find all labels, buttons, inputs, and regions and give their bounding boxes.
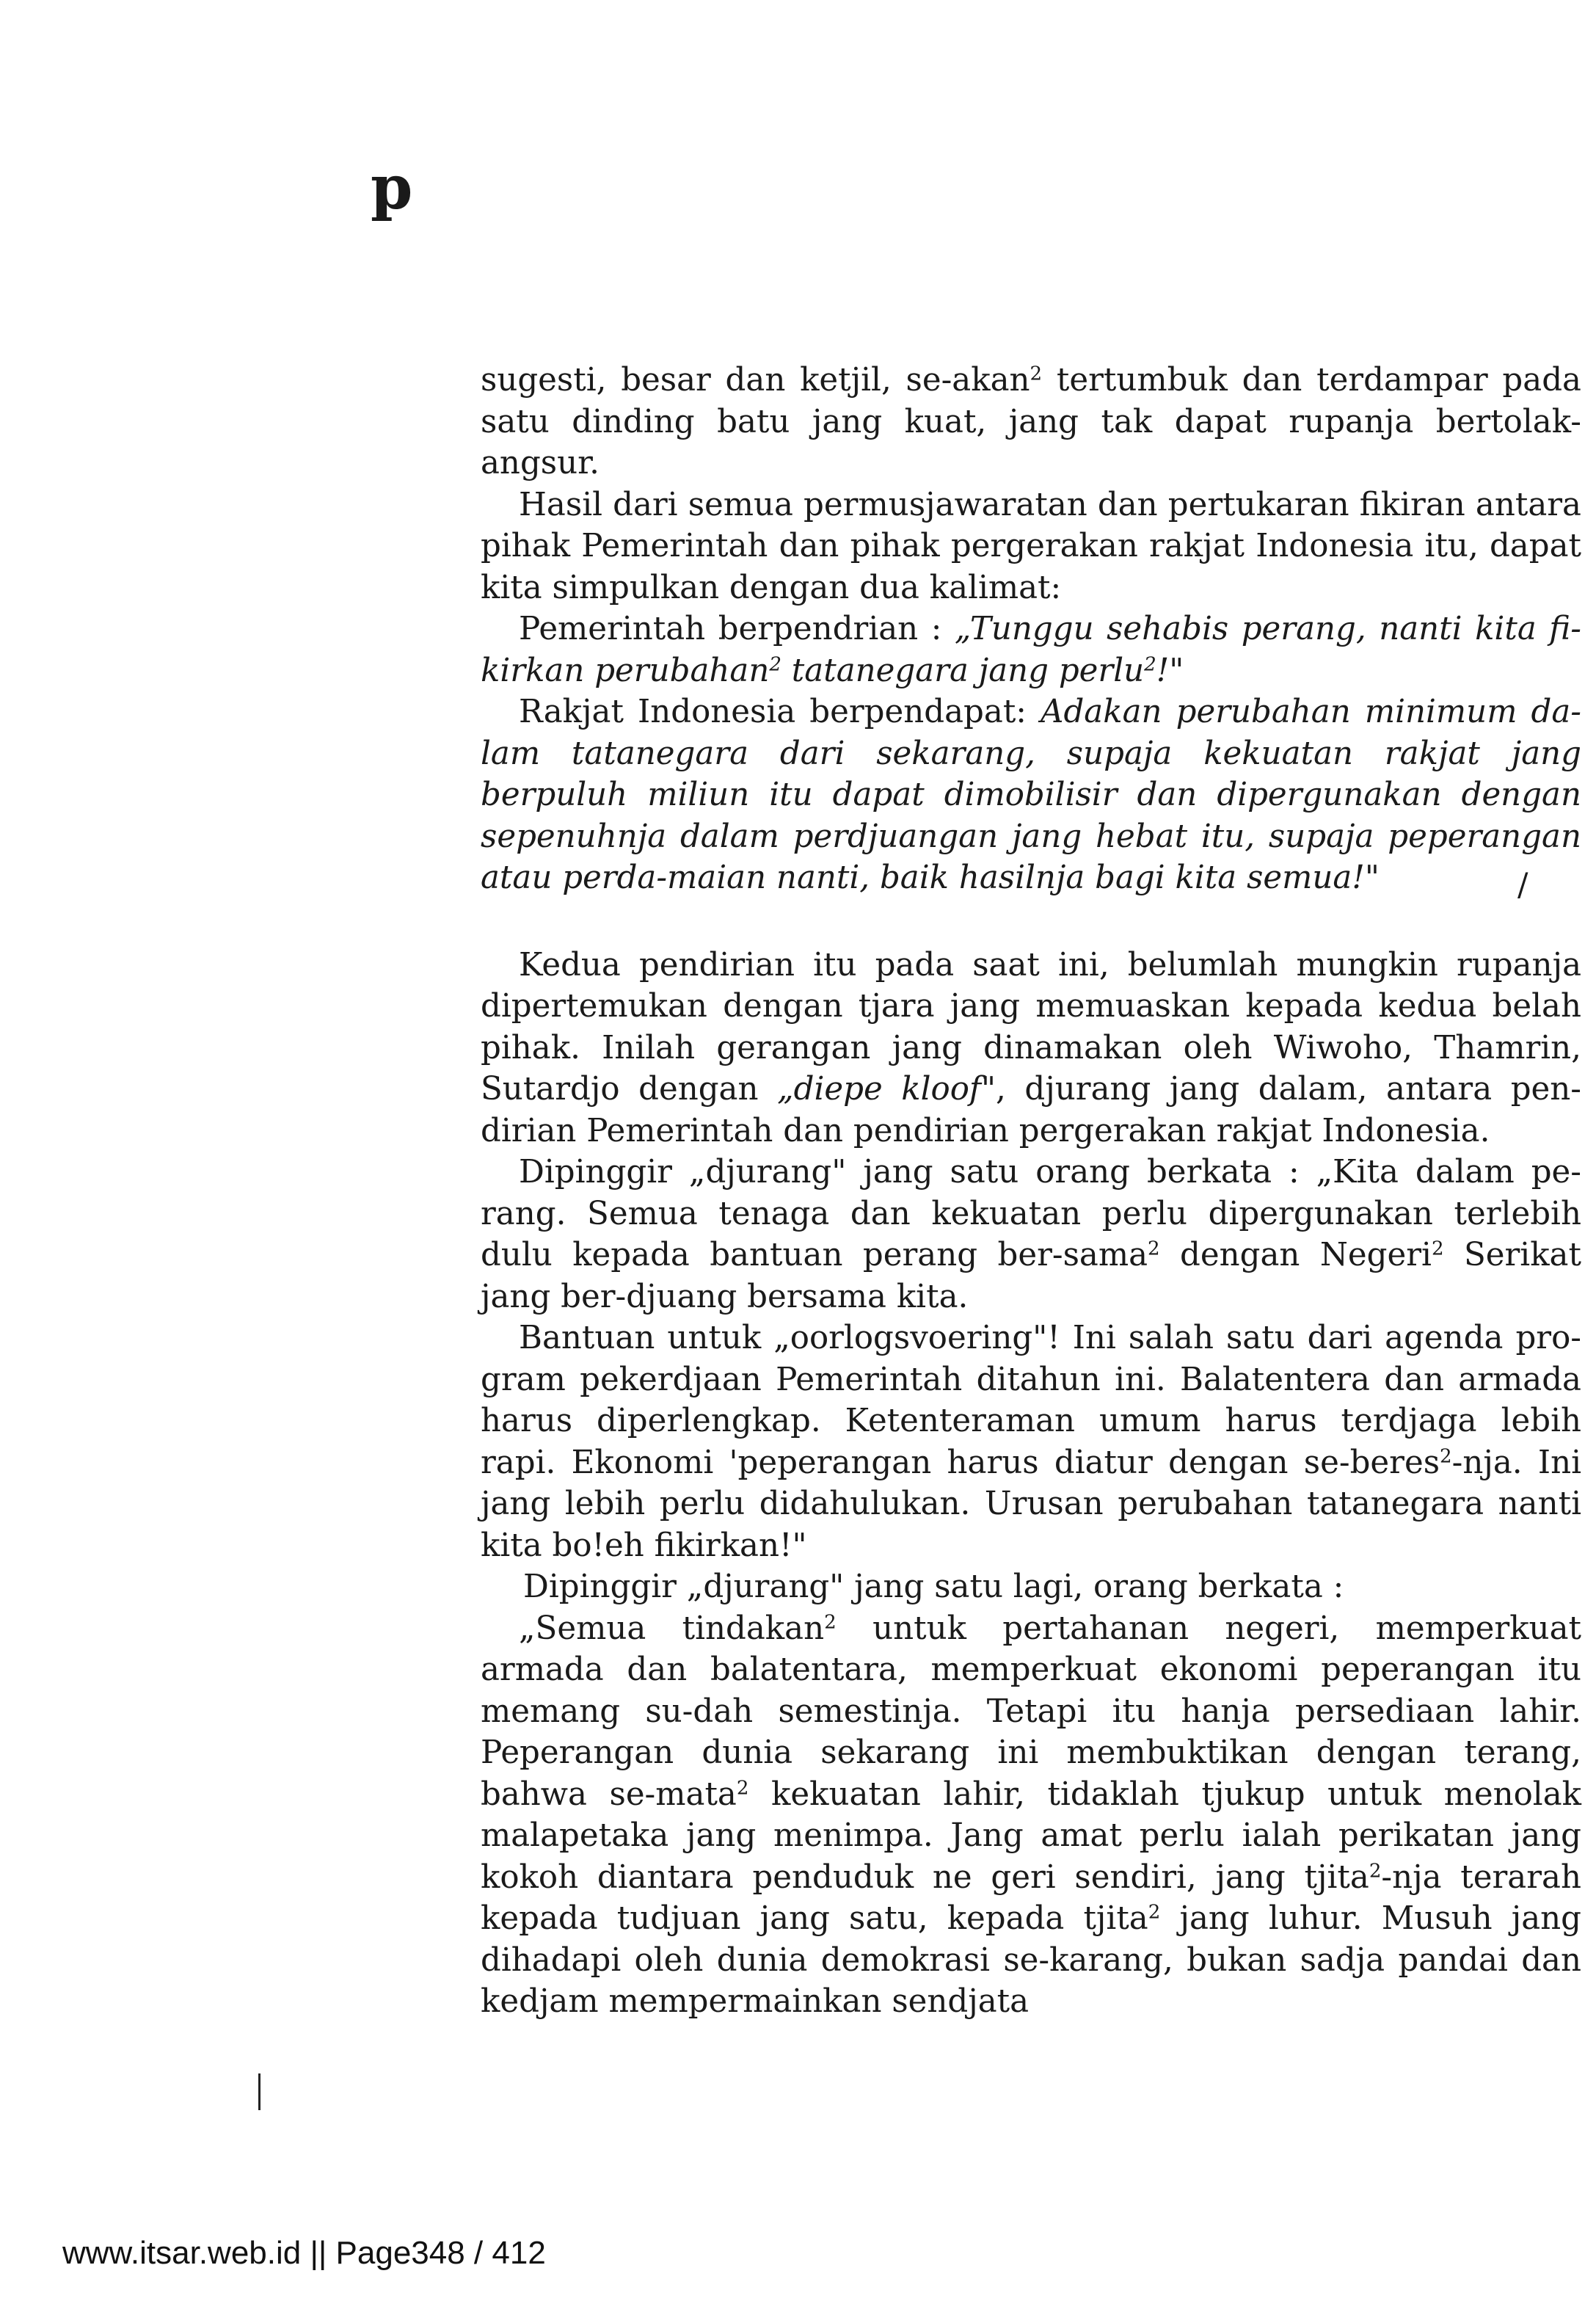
slash-mark: / bbox=[1517, 867, 1528, 904]
text-run: ", djurang jang dalam, antara pen-dirian Pemerintah dan pendirian pergerakan rakjat Indonesia. bbox=[481, 1071, 1581, 1149]
text-run: Kedua pendirian itu pada saat ini, belumlah mungkin rupanja dipertemukan dengan tjara jang memuaskan kepada kedua belah pihak. Inilah gerangan jang dinamakan oleh Wiwoho, Thamrin, Sutardjo dengan bbox=[481, 946, 1581, 1108]
text-run: Adakan perubahan minimum da-lam tatanegara dari sekarang, supaja kekuatan rakjat jang berpuluh miliun itu dapat dimobilisir dan dipergunakan dengan sepenuhnja dalam perdjuangan jang hebat itu, supaja peperangan atau perda-maian nanti, baik hasilnja bagi kita semua! bbox=[481, 694, 1581, 896]
text-run: -nja terarah kepada tudjuan jang satu, kepada tjita bbox=[481, 1858, 1581, 1937]
superscript: 2 bbox=[1144, 653, 1156, 676]
paragraph-p3 bbox=[481, 608, 1581, 691]
text-run: Bantuan untuk „oorlogsvoering"! Ini salah satu dari agenda pro-gram pekerdjaan Pemerintah ditahun ini. Balatentera dan armada harus diperlengkap. Ketenteraman umum harus terdjaga lebih rapi. Ekonomi 'peperangan harus diatur dengan se-beres bbox=[481, 1320, 1581, 1481]
text-run: tatanegara jang perlu bbox=[781, 652, 1145, 689]
paragraph-gap bbox=[481, 899, 1581, 945]
margin-mark bbox=[258, 2073, 260, 2110]
superscript: 2 bbox=[1148, 1237, 1160, 1260]
text-run: tertumbuk dan terdampar pada satu dinding batu jang kuat, jang tak dapat rupanja bertolak-angsur. bbox=[481, 362, 1581, 481]
text-run: Serikat jang ber-djuang bersama kita. bbox=[481, 1237, 1581, 1315]
superscript: 2 bbox=[769, 653, 781, 676]
paragraph-p4 bbox=[481, 691, 1581, 904]
text-run: „diepe kloof bbox=[777, 1071, 982, 1108]
superscript: 2 bbox=[736, 1777, 749, 1800]
page-footer: www.itsar.web.id || Page348 / 412 bbox=[62, 2235, 546, 2271]
paragraph-p2 bbox=[481, 484, 1581, 609]
paragraph-p7 bbox=[481, 1317, 1581, 1566]
paragraph-p8 bbox=[481, 1566, 1581, 1608]
superscript: 2 bbox=[1431, 1237, 1444, 1260]
text-run: untuk pertahanan negeri, memperkuat armada dan balatentara, memperkuat ekonomi peperangan itu memang su-dah semestinja. Tetapi itu hanja persediaan lahir. Peperangan dunia sekarang ini membuktikan dengan terang, bahwa se-mata bbox=[481, 1610, 1581, 1813]
paragraph-p5 bbox=[481, 945, 1581, 1152]
text-run: ! bbox=[1156, 652, 1170, 689]
paragraph-p9 bbox=[481, 1608, 1581, 2023]
superscript: 2 bbox=[1030, 363, 1043, 385]
superscript: 2 bbox=[824, 1611, 837, 1634]
text-run: dengan Negeri bbox=[1159, 1237, 1432, 1273]
text-run: jang luhur. Musuh jang dihadapi oleh dunia demokrasi se-karang, bukan sadja pandai dan kedjam mempermainkan sendjata bbox=[481, 1900, 1582, 2020]
text-run: Dipinggir „djurang" jang satu lagi, orang berkata : bbox=[523, 1568, 1344, 1605]
text-run: Rakjat Indonesia berpendapat: bbox=[519, 694, 1041, 730]
text-run: kekuatan lahir, tidaklah tjukup untuk menolak malapetaka jang menimpa. Jang amat perlu ialah perikatan jang kokoh diantara penduduk ne geri sendiri, jang tjita bbox=[481, 1775, 1581, 1896]
text-run: Dipinggir „djurang" jang satu orang berkata : „Kita dalam pe-rang. Semua tenaga dan kekuatan perlu dipergunakan terlebih dulu kepada bantuan perang ber-sama bbox=[481, 1154, 1581, 1273]
superscript: 2 bbox=[1440, 1445, 1452, 1468]
text-run: -nja. Ini jang lebih perlu didahulukan. Urusan perubahan tatanegara nanti kita bo!eh fikirkan!" bbox=[481, 1444, 1581, 1564]
text-run: " bbox=[1364, 859, 1380, 896]
text-run: „Tunggu sehabis perang, nanti kita fi-kirkan perubahan bbox=[481, 611, 1581, 689]
paragraph-p6 bbox=[481, 1152, 1581, 1317]
paragraph-p1 bbox=[481, 360, 1581, 484]
superscript: 2 bbox=[1369, 1860, 1382, 1883]
text-run: " bbox=[1169, 652, 1184, 689]
superscript: 2 bbox=[1148, 1901, 1161, 1924]
text-run: Hasil dari semua permusjawaratan dan pertukaran fikiran antara pihak Pemerintah dan pihak pergerakan rakjat Indonesia itu, dapat kita simpulkan dengan dua kalimat: bbox=[481, 486, 1581, 606]
page-header-letter: p bbox=[371, 153, 413, 223]
text-run: „Semua tindakan bbox=[519, 1610, 825, 1647]
text-run: Pemerintah berpendrian : bbox=[519, 611, 955, 647]
body-text bbox=[481, 360, 1581, 2023]
text-run: sugesti, besar dan ketjil, se-akan bbox=[481, 362, 1030, 399]
